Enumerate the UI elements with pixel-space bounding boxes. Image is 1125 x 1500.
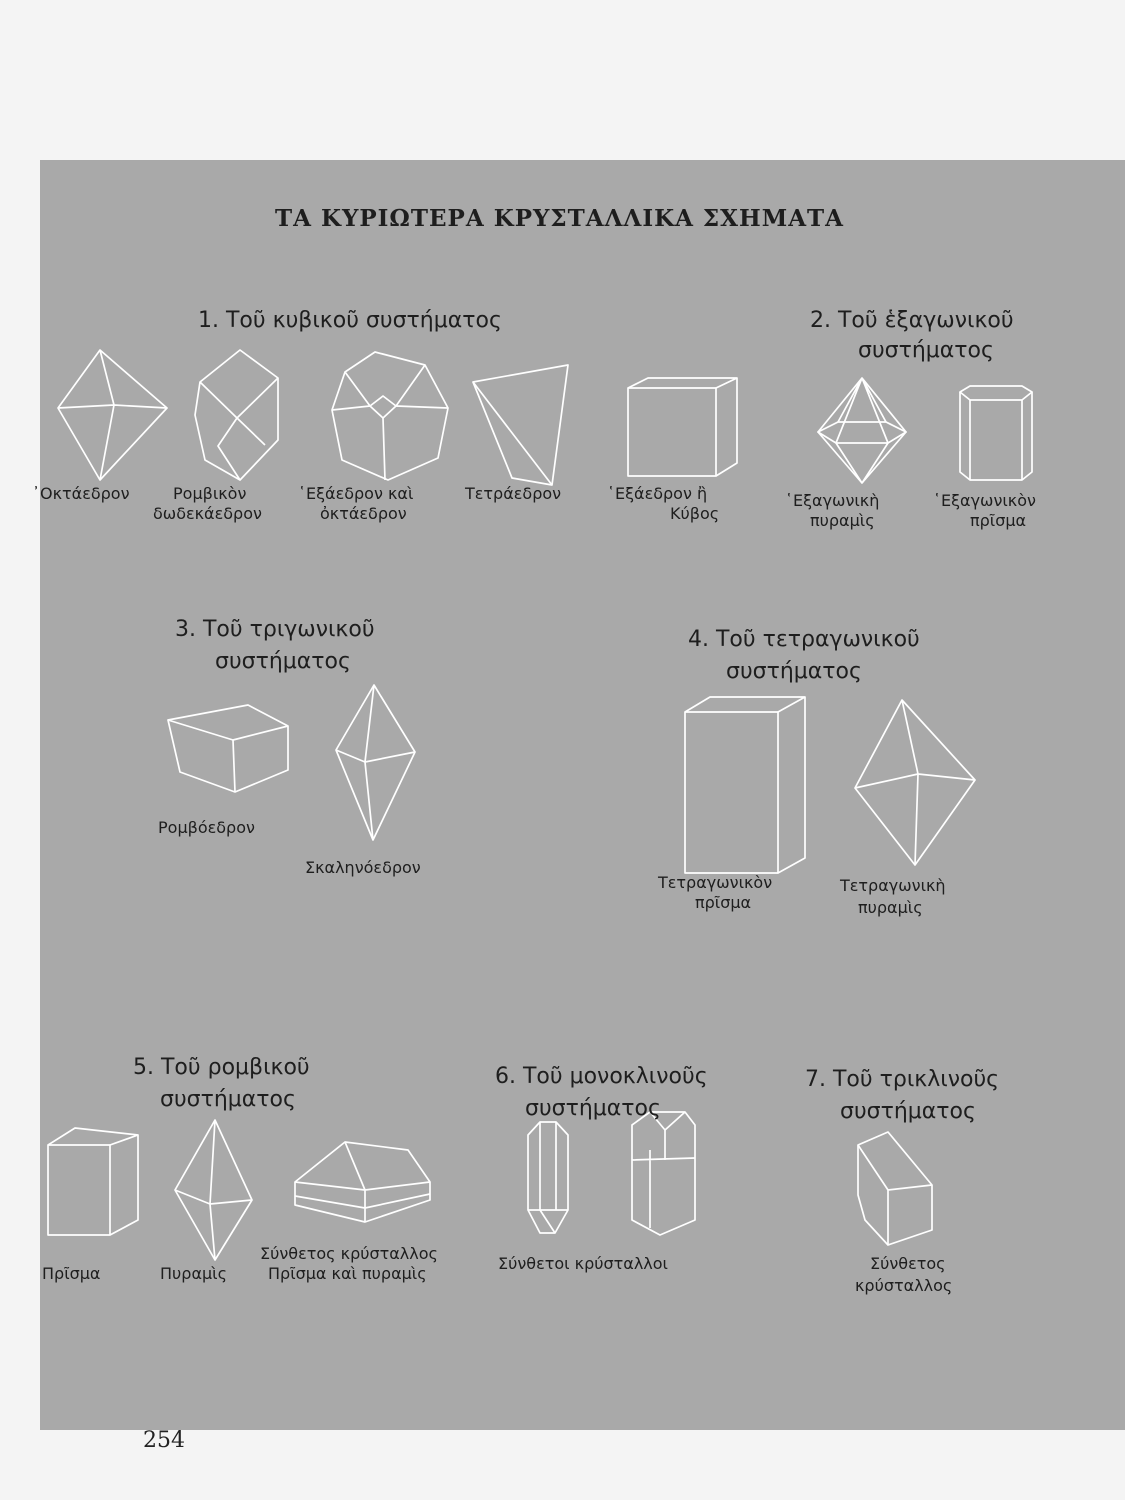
caption-triclinic-1: Σύνθετος	[870, 1254, 946, 1273]
rhombic-dodecahedron-drawing	[195, 350, 278, 480]
section-heading-tetragonal-1: 4. Τοῦ τετραγωνικοῦ	[688, 627, 920, 652]
caption-monoclinic-crystals: Σύνθετοι κρύσταλλοι	[498, 1254, 668, 1273]
section-heading-trigonal-2: συστήματος	[215, 649, 351, 674]
scalenohedron-drawing	[336, 685, 415, 840]
caption-rhombic-dodecahedron-2: δωδεκάεδρον	[153, 504, 262, 523]
rhombic-prism-drawing	[48, 1128, 138, 1235]
caption-composite-2: Πρῖσμα καὶ πυραμὶς	[268, 1264, 427, 1283]
monoclinic-crystal-a-drawing	[528, 1122, 568, 1233]
cubo-octahedron-drawing	[332, 352, 448, 480]
caption-tetragonal-pyramid-2: πυραμὶς	[858, 898, 923, 917]
caption-hexagonal-pyramid-1: ῾Εξαγωνικὴ	[785, 491, 880, 510]
caption-tetragonal-pyramid-1: Τετραγωνικὴ	[840, 876, 946, 895]
octahedron-drawing	[58, 350, 167, 480]
crystal-plate	[32, 160, 1125, 1430]
section-heading-triclinic-1: 7. Τοῦ τρικλινοῦς	[805, 1067, 1000, 1092]
section-heading-trigonal-1: 3. Τοῦ τριγωνικοῦ	[175, 617, 375, 642]
caption-hexagonal-prism-1: ῾Εξαγωνικὸν	[933, 491, 1036, 510]
section-heading-hexagonal-2: συστήματος	[858, 338, 994, 363]
hexagonal-pyramid-drawing	[818, 378, 906, 483]
rhombic-pyramid-drawing	[175, 1120, 252, 1260]
caption-hexagonal-prism-2: πρῖσμα	[970, 511, 1027, 530]
page-title: ΤΑ ΚΥΡΙΩΤΕΡΑ ΚΡΥΣΤΑΛΛΙΚΑ ΣΧΗΜΑΤΑ	[275, 205, 845, 232]
tetragonal-pyramid-drawing	[855, 700, 975, 865]
caption-cubo-octahedron-2: ὀκτάεδρον	[320, 504, 407, 523]
caption-triclinic-2: κρύσταλλος	[855, 1276, 953, 1295]
caption-rhombic-pyramid: Πυραμὶς	[160, 1264, 227, 1283]
caption-rhombohedron: Ρομβόεδρον	[158, 818, 255, 837]
caption-rhombic-dodecahedron-1: Ρομβικὸν	[173, 484, 247, 503]
caption-cube-2: Κύβος	[670, 504, 720, 523]
caption-tetragonal-prism-2: πρῖσμα	[695, 893, 752, 912]
tetrahedron-drawing	[473, 365, 568, 485]
monoclinic-crystal-b-drawing	[632, 1112, 695, 1235]
caption-composite-1: Σύνθετος κρύσταλλος	[260, 1244, 438, 1263]
section-heading-monoclinic-1: 6. Τοῦ μονοκλινοῦς	[495, 1064, 708, 1089]
caption-hexagonal-pyramid-2: πυραμὶς	[810, 511, 875, 530]
hexagonal-prism-drawing	[960, 386, 1032, 480]
prism-pyramid-composite-drawing	[295, 1142, 430, 1222]
page-number: 254	[143, 1428, 185, 1453]
caption-rhombic-prism: Πρῖσμα	[42, 1264, 101, 1283]
section-heading-triclinic-2: συστήματος	[840, 1099, 976, 1124]
caption-cube-1: ῾Εξάεδρον ἢ	[607, 484, 708, 503]
section-heading-hexagonal-1: 2. Τοῦ ἑξαγωνικοῦ	[810, 308, 1014, 333]
cube-drawing	[628, 378, 737, 476]
section-heading-rhombic-1: 5. Τοῦ ρομβικοῦ	[133, 1055, 310, 1080]
section-heading-rhombic-2: συστήματος	[160, 1087, 296, 1112]
tetragonal-prism-drawing	[685, 697, 805, 873]
rhombohedron-drawing	[168, 705, 288, 792]
caption-octahedron: ᾿Οκτάεδρον	[32, 484, 130, 503]
section-heading-cubic: 1. Τοῦ κυβικοῦ συστήματος	[198, 308, 502, 333]
section-heading-tetragonal-2: συστήματος	[726, 659, 862, 684]
caption-scalenohedron: Σκαληνόεδρον	[305, 858, 421, 877]
caption-cubo-octahedron-1: ῾Εξάεδρον καὶ	[298, 484, 414, 503]
caption-tetragonal-prism-1: Τετραγωνικὸν	[658, 873, 773, 892]
triclinic-crystal-drawing	[858, 1132, 932, 1245]
section-heading-monoclinic-2: συστήματος	[525, 1096, 661, 1121]
caption-tetrahedron: Τετράεδρον	[465, 484, 562, 503]
